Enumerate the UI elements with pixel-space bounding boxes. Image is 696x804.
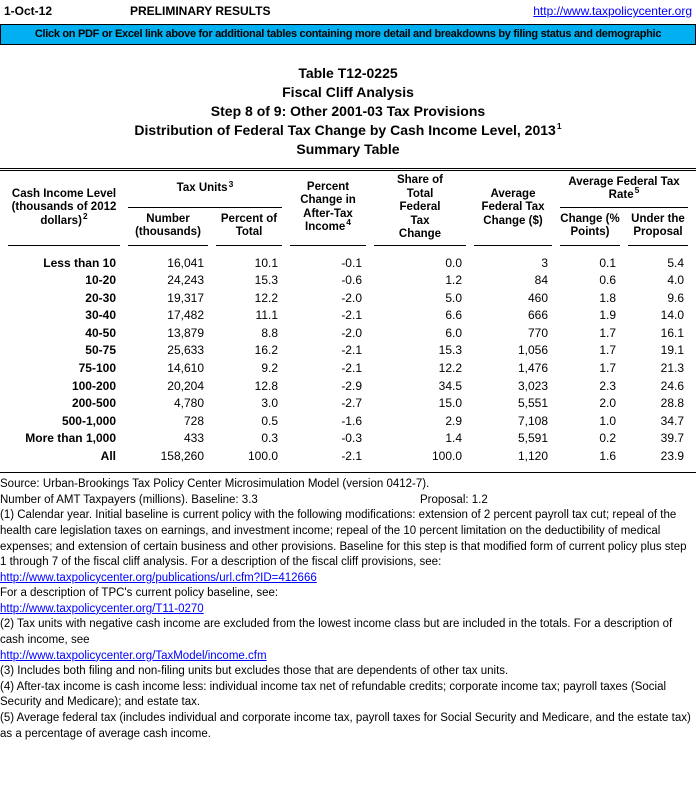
cell: 0.1 (599, 255, 616, 270)
cell: 770 (527, 325, 548, 340)
cell: 1.8 (599, 290, 616, 305)
footnote-3: (3) Includes both filing and non-filing units but excludes those that are dependents of other tax units. (0, 665, 509, 678)
cell: 15.3 (254, 273, 278, 288)
cell: 460 (527, 290, 548, 305)
cell: 1.7 (599, 361, 616, 376)
taxpolicycenter-link[interactable]: http://www.taxpolicycenter.org (533, 4, 692, 18)
table-number-title: Table T12-0225 (298, 65, 398, 81)
report-date: 1-Oct-12 (4, 4, 53, 18)
cell: -2.1 (341, 449, 362, 464)
row-label: 30-40 (85, 308, 116, 323)
footnote-2: (2) Tax units with negative cash income are excluded from the lowest income class but are included in the totals. For a description of cash income, see (0, 618, 673, 647)
cell: 24,243 (167, 273, 204, 288)
table-row (8, 272, 688, 290)
cell: 158,260 (160, 449, 204, 464)
cell: 3 (541, 255, 548, 270)
table-row (8, 342, 688, 360)
row-label: More than 1,000 (25, 431, 116, 446)
cell: 84 (534, 273, 548, 288)
amt-proposal-value: Proposal: 1.2 (420, 493, 488, 506)
cell: 433 (183, 431, 204, 446)
cell: 1,056 (517, 343, 548, 358)
source-note: Source: Urban-Brookings Tax Policy Center Microsimulation Model (version 0412-7). (0, 478, 430, 491)
analysis-title: Fiscal Cliff Analysis (282, 84, 414, 100)
cell: 4,780 (173, 396, 204, 411)
cell: 0.3 (261, 431, 278, 446)
cell: -2.1 (341, 343, 362, 358)
cell: 6.6 (445, 308, 462, 323)
cell: 5.0 (445, 290, 462, 305)
cell: 24.6 (660, 378, 685, 393)
cell: 1.4 (445, 431, 462, 446)
col-header-number-thousands: Number (thousands) (128, 208, 208, 245)
footnote-ref-5: 5 (634, 185, 640, 196)
cell: 28.8 (660, 396, 685, 411)
table-row (8, 430, 688, 448)
cell: 39.7 (660, 431, 685, 446)
cell: 6.0 (445, 325, 462, 340)
cell: -0.3 (341, 431, 362, 446)
cell: 0.6 (599, 273, 616, 288)
row-label: 20-30 (85, 290, 116, 305)
table-row (8, 289, 688, 307)
cell: 9.6 (667, 290, 685, 305)
col-header-rate-change-points: Change (% Points) (560, 208, 620, 245)
cell: 1.2 (445, 273, 462, 288)
cell: 1,120 (517, 449, 548, 464)
cell: 3.0 (261, 396, 278, 411)
cell: -0.6 (341, 273, 362, 288)
cell: 10.1 (254, 255, 278, 270)
cell: 12.2 (254, 290, 278, 305)
cell: 8.8 (261, 325, 278, 340)
summary-table (0, 168, 696, 473)
cell: 728 (183, 413, 204, 428)
col-header-percent-change-after-tax-income: Percent Change in After-Tax Income$^4$ (290, 171, 366, 246)
cell: 20,204 (167, 378, 204, 393)
top-header-bar (0, 0, 696, 21)
cell: 17,482 (167, 308, 204, 323)
cell: -0.1 (341, 255, 362, 270)
cell: 5,551 (517, 396, 548, 411)
table-body (8, 246, 688, 466)
cell: 15.3 (438, 343, 462, 358)
distribution-title: Distribution of Federal Tax Change by Cash Income Level, 2013$^1$ (134, 121, 562, 138)
col-header-under-the-proposal: Under the Proposal (628, 208, 688, 245)
row-label: All (100, 449, 116, 464)
cell: 7,108 (517, 413, 548, 428)
cell: -2.1 (341, 308, 362, 323)
amt-taxpayers-line (0, 493, 696, 509)
footnotes-section (0, 477, 696, 742)
cell: 100.0 (247, 449, 278, 464)
cell: 9.2 (261, 361, 278, 376)
row-label: 100-200 (71, 378, 116, 393)
row-label: 50-75 (85, 343, 116, 358)
cell: 2.0 (599, 396, 616, 411)
fiscal-cliff-publication-link[interactable]: http://www.taxpolicycenter.org/publications/url.cfm?ID=412666 (0, 571, 317, 584)
cell: 1.7 (599, 343, 616, 358)
cell: 100.0 (431, 449, 462, 464)
table-row (8, 324, 688, 342)
cell: 1.6 (599, 449, 616, 464)
cell: 14.0 (660, 308, 685, 323)
row-label: Less than 10 (43, 255, 116, 270)
cell: -2.0 (341, 325, 362, 340)
footnote-ref-4: 4 (346, 217, 351, 228)
cell: 34.7 (660, 413, 685, 428)
cell: 4.0 (667, 273, 685, 288)
row-label: 40-50 (85, 325, 116, 340)
col-header-average-federal-tax-change: Average Federal Tax Change ($) (474, 171, 552, 246)
cell: -2.9 (341, 378, 362, 393)
cell: 1,476 (517, 361, 548, 376)
row-label: 200-500 (71, 396, 116, 411)
cell: 16.2 (254, 343, 278, 358)
col-header-percent-of-total: Percent of Total (216, 208, 282, 245)
row-label: 10-20 (85, 273, 116, 288)
col-group-header-tax-units: Tax Units$^3$ (128, 171, 282, 208)
cell: 12.8 (254, 378, 278, 393)
footnote-1: (1) Calendar year. Initial baseline is current policy with the following modifications: extension of 2 percent payroll tax cut; repeal of the health care legislation taxes on earnings, and investment income; repeal of the 10 percent limitation on the deductibility of medical expenses; and extension of certain business and other provisions. Baseline for this step is that modified form of current policy plus step 1 through 7 of the fiscal cliff analysis. For a description of the fiscal cliff provisions, see: (0, 509, 687, 569)
table-row (8, 448, 688, 466)
cell: 25,633 (167, 343, 204, 358)
table-row (8, 246, 688, 272)
cell: 13,879 (167, 325, 204, 340)
footnote-ref-1: 1 (556, 121, 562, 132)
row-label: 75-100 (78, 361, 116, 376)
footnote-4: (4) After-tax income is cash income less: individual income tax net of refundable credits; corporate income tax; payroll taxes (Social Security and Medicare); and estate tax. (0, 680, 667, 709)
cell: 0.2 (599, 431, 616, 446)
table-title-block (0, 64, 696, 159)
cell: 11.1 (255, 308, 278, 323)
cell: 1.0 (599, 413, 616, 428)
step-title: Step 8 of 9: Other 2001-03 Tax Provisions (210, 103, 486, 119)
cell: 3,023 (517, 378, 548, 393)
cell: -2.0 (341, 290, 362, 305)
cell: 14,610 (167, 361, 204, 376)
current-policy-baseline-link[interactable]: http://www.taxpolicycenter.org/T11-0270 (0, 602, 204, 615)
table-row (8, 412, 688, 430)
cell: 16.1 (660, 325, 685, 340)
summary-table-label: Summary Table (296, 141, 400, 157)
cash-income-definition-link[interactable]: http://www.taxpolicycenter.org/TaxModel/income.cfm (0, 649, 267, 662)
cell: 12.2 (438, 361, 462, 376)
footnote-5: (5) Average federal tax (includes individual and corporate income tax, payroll taxes for Social Security and Medicare, and the estate tax) as a percentage of average cash income. (0, 712, 691, 740)
cell: 21.3 (660, 361, 685, 376)
amt-baseline-value: Number of AMT Taxpayers (millions). Baseline: 3.3 (0, 493, 258, 506)
table-row (8, 307, 688, 325)
footnote-ref-3: 3 (228, 178, 234, 189)
cell: 1.9 (599, 308, 616, 323)
cell: 19,317 (167, 290, 204, 305)
cell: 15.0 (438, 396, 462, 411)
cell: 2.9 (445, 413, 462, 428)
preliminary-results-label: PRELIMINARY RESULTS (130, 4, 271, 18)
table-row (8, 360, 688, 378)
cell: 1.7 (599, 325, 616, 340)
cell: 2.3 (599, 378, 616, 393)
cell: 5.4 (667, 255, 685, 270)
cell: 23.9 (660, 449, 685, 464)
col-group-header-average-federal-tax-rate: Average Federal Tax Rate$^5$ (560, 171, 688, 208)
footnote-ref-2: 2 (82, 210, 88, 221)
row-label: 500-1,000 (61, 413, 116, 428)
col-header-cash-income-level: Cash Income Level (thousands of 2012 dollars)$^2$ (8, 171, 120, 246)
table-row (8, 395, 688, 413)
footnote-1b: For a description of TPC's current policy baseline, see: (0, 587, 279, 600)
cell: 19.1 (660, 343, 685, 358)
cell: -2.7 (341, 396, 362, 411)
table-row (8, 377, 688, 395)
cell: 666 (527, 308, 548, 323)
cell: 5,591 (517, 431, 548, 446)
info-banner: Click on PDF or Excel link above for additional tables containing more detail and breakdowns by filing status and demographic (0, 24, 696, 45)
col-header-share-of-total-federal-tax-change: Share of Total Federal Tax Change (374, 171, 466, 246)
cell: 0.0 (445, 255, 462, 270)
cell: -1.6 (341, 413, 362, 428)
cell: 16,041 (167, 255, 204, 270)
cell: -2.1 (341, 361, 362, 376)
cell: 0.5 (261, 413, 278, 428)
cell: 34.5 (438, 378, 462, 393)
